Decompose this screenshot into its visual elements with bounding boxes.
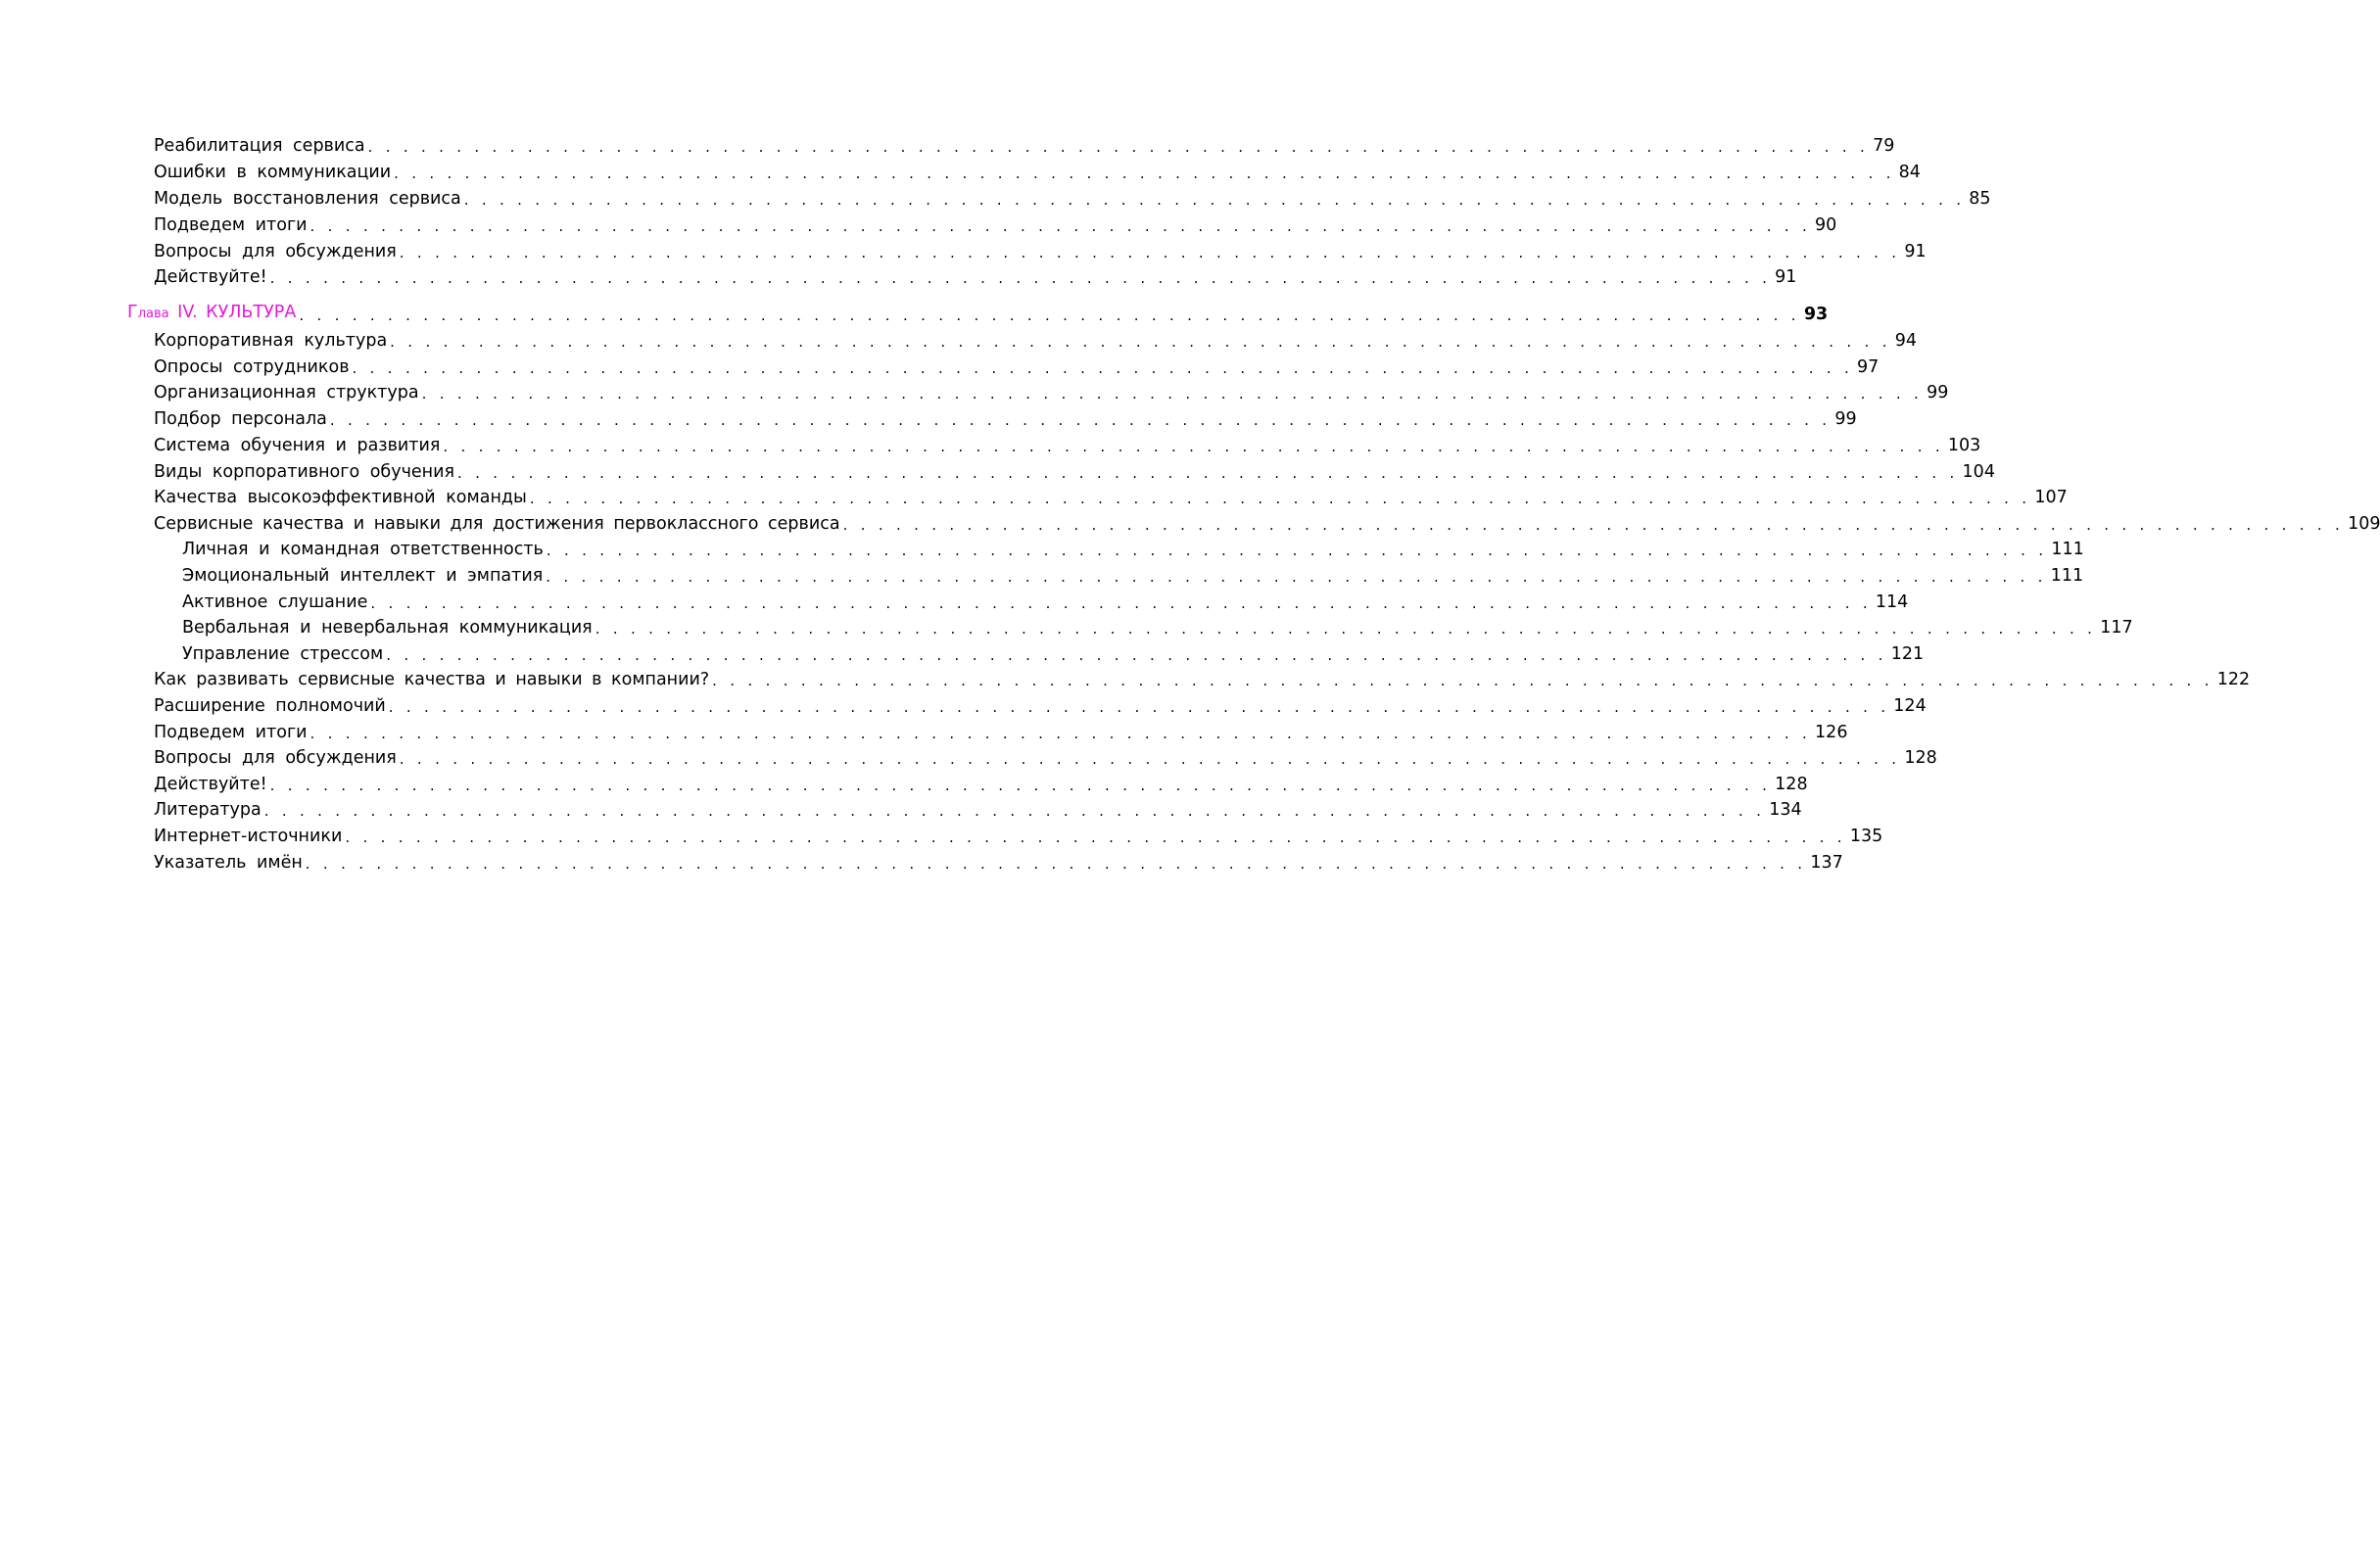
toc-entry-page: 109	[2348, 514, 2380, 534]
dot-leader: . . . . . . . . . . . . . . . . . . . . . . . . . . . . . . . . . . . . . . . . . . . . . . . . . . . . . . . . . . . . . . . . . . . . . . . . . . . . . . . . . . . . .	[390, 333, 1891, 351]
toc-entry-title: Действуйте!	[154, 775, 267, 794]
dot-leader: . . . . . . . . . . . . . . . . . . . . . . . . . . . . . . . . . . . . . . . . . . . . . . . . . . . . . . . . . . . . . . . . . . . . . . . . . . . . . . . . . . . . .	[457, 464, 1959, 482]
toc-entry-page: 114	[1875, 592, 1909, 612]
chapter-title	[127, 302, 296, 325]
toc-entry-title: Опросы сотрудников	[154, 357, 350, 377]
toc-entry-title: Управление стрессом	[182, 644, 384, 664]
toc-entry[interactable]	[154, 184, 1991, 210]
toc-entry-page: 94	[1894, 331, 1917, 351]
toc-entry[interactable]	[154, 237, 1927, 262]
toc-entry-page: 111	[2050, 566, 2084, 586]
toc-entry-title: Активное слушание	[182, 592, 368, 612]
toc-entry[interactable]	[154, 848, 1843, 874]
dot-leader: . . . . . . . . . . . . . . . . . . . . . . . . . . . . . . . . . . . . . . . . . . . . . . . . . . . . . . . . . . . . . . . . . . . . . . . . . . . . . . . . . . . . .	[345, 828, 1846, 846]
toc-entry-title: Качества высокоэффективной команды	[154, 488, 527, 507]
toc-entry-page: 104	[1962, 462, 1995, 482]
toc-subentry[interactable]	[182, 639, 1925, 665]
chapter-label-initial: Г	[127, 303, 138, 322]
toc-entry[interactable]	[154, 326, 1917, 352]
toc-entry-title: Подведем итоги	[154, 723, 308, 742]
toc-entry-page: 124	[1893, 696, 1927, 716]
toc-entry[interactable]	[154, 483, 2068, 508]
toc-entry-title: Модель восстановления сервиса	[154, 189, 461, 209]
toc-subentry[interactable]	[182, 588, 1909, 613]
toc-subentry[interactable]	[182, 613, 2133, 639]
dot-leader: . . . . . . . . . . . . . . . . . . . . . . . . . . . . . . . . . . . . . . . . . . . . . . . . . . . . . . . . . . . . . . . . . . . . . . . . . . . . . . . . . . . . .	[388, 698, 1890, 716]
dot-leader: . . . . . . . . . . . . . . . . . . . . . . . . . . . . . . . . . . . . . . . . . . . . . . . . . . . . . . . . . . . . . . . . . . . . . . . . . . . . . . . . . . . . .	[370, 594, 1872, 612]
toc-entry[interactable]	[154, 211, 1837, 236]
toc-entry-page: 111	[2051, 540, 2084, 559]
toc-entry-title: Интернет-источники	[154, 827, 343, 846]
toc-entry[interactable]	[154, 353, 1880, 378]
toc-chapter-entry[interactable]	[127, 300, 1829, 325]
toc-entry-page: 79	[1873, 136, 1895, 156]
dot-leader: . . . . . . . . . . . . . . . . . . . . . . . . . . . . . . . . . . . . . . . . . . . . . . . . . . . . . . . . . . . . . . . . . . . . . . . . . . . . . . . . . . . . .	[463, 191, 1966, 209]
toc-entry-title: Организационная структура	[154, 383, 419, 402]
chapter-label-rest: лава	[137, 307, 169, 321]
dot-leader: . . . . . . . . . . . . . . . . . . . . . . . . . . . . . . . . . . . . . . . . . . . . . . . . . . . . . . . . . . . . . . . . . . . . . . . . . . . . . . . . . . . . .	[309, 217, 1812, 235]
toc-entry-title: Вербальная и невербальная коммуникация	[182, 618, 593, 638]
toc-entry-page: 85	[1969, 189, 1991, 209]
toc-entry-page: 137	[1810, 853, 1843, 873]
toc-entry-page: 107	[2034, 488, 2068, 507]
toc-entry[interactable]	[154, 509, 2380, 535]
dot-leader: . . . . . . . . . . . . . . . . . . . . . . . . . . . . . . . . . . . . . . . . . . . . . . . . . . . . . . . . . . . . . . . . . . . . . . . . . . . . . . . . . . . . .	[394, 165, 1895, 182]
toc-entry-title: Расширение полномочий	[154, 696, 386, 716]
toc-entry-page: 135	[1849, 827, 1883, 846]
toc-entry-title: Подбор персонала	[154, 409, 327, 429]
dot-leader: . . . . . . . . . . . . . . . . . . . . . . . . . . . . . . . . . . . . . . . . . . . . . . . . . . . . . . . . . . . . . . . . . . . . . . . . . . . . . . . . . . . . .	[399, 244, 1901, 261]
dot-leader: . . . . . . . . . . . . . . . . . . . . . . . . . . . . . . . . . . . . . . . . . . . . . . . . . . . . . . . . . . . . . . . . . . . . . . . . . . . . . . . . . . . . .	[712, 672, 2213, 689]
toc-entry-page: 97	[1857, 357, 1880, 377]
toc-entry-page: 90	[1815, 215, 1837, 235]
toc-entry[interactable]	[154, 404, 1857, 430]
toc-entry-title: Эмоциональный интеллект и эмпатия	[182, 566, 544, 586]
dot-leader: . . . . . . . . . . . . . . . . . . . . . . . . . . . . . . . . . . . . . . . . . . . . . . . . . . . . . . . . . . . . . . . . . . . . . . . . . . . . . . . . . . . . .	[421, 385, 1924, 402]
toc-entry-title: Ошибки в коммуникации	[154, 163, 392, 182]
dot-leader: . . . . . . . . . . . . . . . . . . . . . . . . . . . . . . . . . . . . . . . . . . . . . . . . . . . . . . . . . . . . . . . . . . . . . . . . . . . . . . . . . . . . .	[309, 725, 1812, 742]
toc-entry-title: Действуйте!	[154, 267, 267, 287]
toc-entry-title: Сервисные качества и навыки для достижения первоклассного сервиса	[154, 514, 840, 534]
toc-entry-page: 84	[1898, 163, 1921, 182]
toc-entry[interactable]	[154, 262, 1797, 288]
toc-entry[interactable]	[154, 131, 1895, 157]
toc-subentry[interactable]	[182, 535, 2084, 560]
toc-entry[interactable]	[154, 743, 1937, 769]
toc-entry-title: Вопросы для обсуждения	[154, 242, 397, 261]
toc-entry-page: 99	[1927, 383, 1949, 402]
dot-leader: . . . . . . . . . . . . . . . . . . . . . . . . . . . . . . . . . . . . . . . . . . . . . . . . . . . . . . . . . . . . . . . . . . . . . . . . . . . . . . . . . . . . .	[546, 568, 2047, 586]
dot-leader: . . . . . . . . . . . . . . . . . . . . . . . . . . . . . . . . . . . . . . . . . . . . . . . . . . . . . . . . . . . . . . . . . . . . . . . . . . . . . . . . . . . . .	[269, 777, 1772, 794]
toc-entry-title: Реабилитация сервиса	[154, 136, 365, 156]
toc-entry-title: Указатель имён	[154, 853, 303, 873]
toc-entry[interactable]	[154, 795, 1802, 821]
toc-entry-title: Виды корпоративного обучения	[154, 462, 455, 482]
toc-entry[interactable]	[154, 378, 1949, 403]
toc-subentry[interactable]	[182, 561, 2084, 587]
dot-leader: . . . . . . . . . . . . . . . . . . . . . . . . . . . . . . . . . . . . . . . . . . . . . . . . . . . . . . . . . . . . . . . . . . . . . . . . . . . . . . . . . . . . .	[263, 802, 1766, 820]
dot-leader: . . . . . . . . . . . . . . . . . . . . . . . . . . . . . . . . . . . . . . . . . . . . . . . . . . . . . . . . . . . . . . . . . . . . . . . . . . . . . . . . . . . . .	[352, 359, 1854, 377]
chapter-name: IV. КУЛЬТУРА	[177, 303, 297, 322]
toc-entry[interactable]	[154, 665, 2251, 690]
toc-entry-title: Вопросы для обсуждения	[154, 748, 397, 768]
dot-leader: . . . . . . . . . . . . . . . . . . . . . . . . . . . . . . . . . . . . . . . . . . . . . . . . . . . . . . . . . . . . . . . . . . . . . . . . . . . . . . . . . . . . .	[399, 750, 1901, 768]
toc-entry[interactable]	[154, 691, 1927, 717]
toc-entry-title: Личная и командная ответственность	[182, 540, 544, 559]
toc-entry-title: Корпоративная культура	[154, 331, 388, 351]
toc-entry-page: 134	[1769, 800, 1802, 820]
toc-entry-page: 117	[2100, 618, 2133, 638]
toc-entry-page: 91	[1775, 267, 1797, 287]
dot-leader: . . . . . . . . . . . . . . . . . . . . . . . . . . . . . . . . . . . . . . . . . . . . . . . . . . . . . . . . . . . . . . . . . . . . . . . . . . . . . . . . . . . . .	[299, 307, 1800, 324]
toc-entry-page: 103	[1947, 436, 1981, 455]
dot-leader: . . . . . . . . . . . . . . . . . . . . . . . . . . . . . . . . . . . . . . . . . . . . . . . . . . . . . . . . . . . . . . . . . . . . . . . . . . . . . . . . . . . . .	[842, 516, 2345, 534]
toc-entry[interactable]	[154, 718, 1848, 743]
toc-entry-title: Литература	[154, 800, 262, 820]
dot-leader: . . . . . . . . . . . . . . . . . . . . . . . . . . . . . . . . . . . . . . . . . . . . . . . . . . . . . . . . . . . . . . . . . . . . . . . . . . . . . . . . . . . . .	[269, 269, 1772, 287]
toc-entry-page: 121	[1890, 644, 1925, 664]
chapter-page: 93	[1803, 305, 1829, 324]
toc-entry[interactable]	[154, 158, 1921, 183]
toc-entry-page: 128	[1904, 748, 1937, 768]
toc-entry-page: 99	[1834, 409, 1857, 429]
toc-entry-page: 128	[1775, 775, 1808, 794]
toc-entry-page: 91	[1904, 242, 1927, 261]
dot-leader: . . . . . . . . . . . . . . . . . . . . . . . . . . . . . . . . . . . . . . . . . . . . . . . . . . . . . . . . . . . . . . . . . . . . . . . . . . . . . . . . . . . . .	[443, 438, 1944, 455]
dot-leader: . . . . . . . . . . . . . . . . . . . . . . . . . . . . . . . . . . . . . . . . . . . . . . . . . . . . . . . . . . . . . . . . . . . . . . . . . . . . . . . . . . . . .	[595, 620, 2097, 638]
toc-entry-title: Система обучения и развития	[154, 436, 441, 455]
toc-entry-page: 122	[2216, 670, 2251, 689]
toc-entry[interactable]	[154, 770, 1808, 795]
dot-leader: . . . . . . . . . . . . . . . . . . . . . . . . . . . . . . . . . . . . . . . . . . . . . . . . . . . . . . . . . . . . . . . . . . . . . . . . . . . . . . . . . . . . .	[367, 138, 1870, 156]
toc-entry[interactable]	[154, 822, 1883, 847]
dot-leader: . . . . . . . . . . . . . . . . . . . . . . . . . . . . . . . . . . . . . . . . . . . . . . . . . . . . . . . . . . . . . . . . . . . . . . . . . . . . . . . . . . . . .	[386, 646, 1887, 664]
toc-entry-title: Подведем итоги	[154, 215, 308, 235]
toc-entry[interactable]	[154, 457, 1995, 483]
dot-leader: . . . . . . . . . . . . . . . . . . . . . . . . . . . . . . . . . . . . . . . . . . . . . . . . . . . . . . . . . . . . . . . . . . . . . . . . . . . . . . . . . . . . .	[546, 542, 2048, 559]
toc-entry-title: Как развивать сервисные качества и навыки в компании?	[154, 670, 710, 689]
toc-entry[interactable]	[154, 431, 1981, 456]
dot-leader: . . . . . . . . . . . . . . . . . . . . . . . . . . . . . . . . . . . . . . . . . . . . . . . . . . . . . . . . . . . . . . . . . . . . . . . . . . . . . . . . . . . . .	[329, 411, 1832, 429]
toc-entry-page: 126	[1815, 723, 1848, 742]
dot-leader: . . . . . . . . . . . . . . . . . . . . . . . . . . . . . . . . . . . . . . . . . . . . . . . . . . . . . . . . . . . . . . . . . . . . . . . . . . . . . . . . . . . . .	[529, 490, 2031, 507]
dot-leader: . . . . . . . . . . . . . . . . . . . . . . . . . . . . . . . . . . . . . . . . . . . . . . . . . . . . . . . . . . . . . . . . . . . . . . . . . . . . . . . . . . . . .	[305, 855, 1807, 873]
